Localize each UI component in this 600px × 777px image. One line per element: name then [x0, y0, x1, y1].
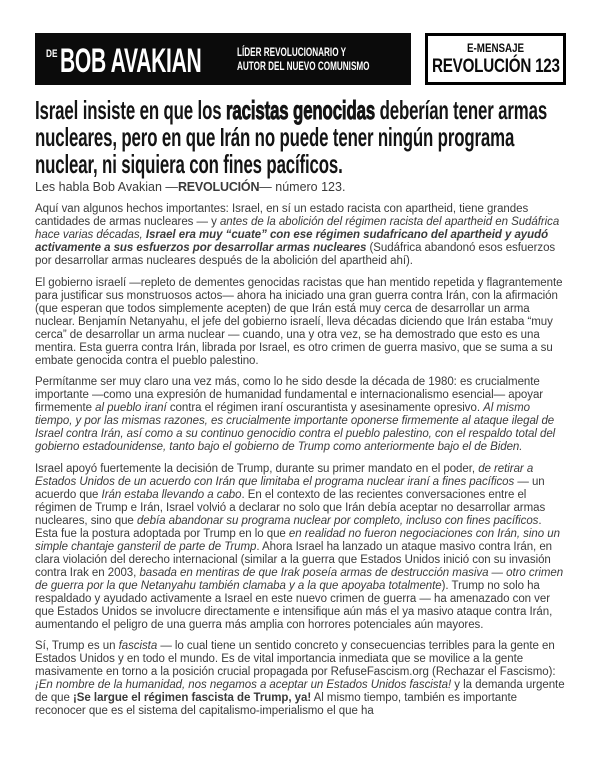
masthead-tagline — [237, 45, 370, 73]
tagline-line1: LÍDER REVOLUCIONARIO Y — [237, 45, 347, 59]
emessage-badge — [425, 33, 566, 85]
text-run: — lo cual tiene un sentido concreto y consecuencias terribles para la gente en Estados Unidos y en todo el mundo. Es de vital importancia inmediata que se movilice a la gente masivamente en torno a la posición crucial propagada por RefuseFascism.org (Rechazar el Fascismo): — [35, 640, 556, 678]
paragraph — [35, 203, 565, 268]
text-run: — un acuerdo que — [35, 475, 545, 501]
text-run: de retirar a Estados Unidos de un acuerdo con Irán que limitaba el programa nuclear iraní a fines pacíficos — [35, 462, 534, 488]
text-run: contra el régimen iraní oscurantista y asesinamente opresivo. — [166, 402, 484, 414]
text-run: Irán estaba llevando a cabo — [101, 488, 242, 501]
text-run: antes de la abolición del régimen racista del apartheid en Sudáfrica hace varias décadas, — [35, 216, 560, 241]
text-run: fascista — [118, 640, 158, 652]
text-run: ¡En nombre de la humanidad, nos negamos a aceptar un Estados Unidos fascista! — [35, 679, 452, 691]
text-run: ¡Se largue el régimen fascista de Trump, ya! — [73, 692, 312, 704]
text-run: Al mismo tiempo, también es importante reconocer que es el sistema del capitalismo-imperialismo el que ha — [35, 692, 517, 717]
masthead-banner — [35, 33, 566, 85]
masthead-de-label: DE — [46, 48, 58, 60]
text-run: . Ahora Israel ha lanzado un ataque masivo contra Irán, en clara violación del derecho internacional (similar a la guerra que Estados Unidos inició con su invasión contra Irak en 2003, — [35, 540, 553, 579]
headline-part1: Israel insiste en que los — [35, 95, 226, 125]
masthead-black-bar — [35, 33, 411, 85]
masthead-author-name: BOB AVAKIAN — [60, 42, 202, 80]
paragraph — [35, 640, 565, 718]
text-run: Sí, Trump es un — [35, 640, 119, 652]
text-run: El gobierno israelí —repleto de dementes genocidas racistas que han mentido repetida y flagrantemente para justificar sus monstruosos actos— ahora ha iniciado una gran guerra contra Irán, con la afirmación (que esperan que todos simplemente acepten) de que Irán está muy cerca de desarrollar un arma nuclear. Benjamín Netanyahu, el jefe del gobierno israelí, lleva décadas diciendo que Irán estaba “muy cerca” de desarrollar un arma nuclear — cuando, una y otra vez, se ha demostrado que esto es una mentira. Esta guerra contra Irán, librada por Israel, es otro crimen de guerra masivo, que se suma a su embate genocida contra el pueblo palestino. — [35, 276, 563, 367]
text-run: Aquí van algunos hechos importantes: Israel, en sí un estado racista con apartheid, tiene grandes cantidades de armas nucleares — y — [35, 203, 529, 228]
text-run: Permítanme ser muy claro una vez más, como lo he sido desde la década de 1980: es crucialmente importante —como una expresión de humanidad fundamental e internacionalismo esencial— apoyar firmemente — [35, 376, 544, 414]
paragraph — [35, 463, 565, 632]
text-run: . Esta fue la postura adoptada por Trump en lo que — [35, 514, 542, 540]
badge-revolucion-label: REVOLUCIÓN 123 — [431, 54, 560, 77]
text-run: (Sudáfrica abandonó esos esfuerzos por desarrollar armas nucleares después de la abolición del apartheid ahí). — [35, 242, 556, 267]
text-run: Israel apoyó fuertemente la decisión de Trump, durante su primer mandato en el poder, — [35, 462, 479, 475]
text-run: Al mismo tiempo, y por las mismas razones, es crucialmente importante oponerse firmemente al ataque ilegal de Israel contra Irán, así como a su continuo genocidio contra el pueblo palestino, con el respaldo total del gobierno estadounidense, tanto bajo el gobierno de Trump como anteriormente bajo el de Biden. — [35, 402, 556, 453]
text-run: debía abandonar su programa nuclear por completo, incluso con fines pacíficos — [136, 514, 539, 527]
tagline-line2: AUTOR DEL NUEVO COMUNISMO — [237, 59, 370, 73]
badge-emensaje-label: E-MENSAJE — [466, 42, 525, 55]
text-run: Israel era muy “cuate” con ese régimen sudafricano del apartheid y ayudó activamente a sus esfuerzos por desarrollar armas nucleares — [35, 229, 549, 254]
headline-part2: deberían tener armas nucleares, pero en que Irán no puede tener ningún programa nuclear, ni siquiera con fines pacíficos. — [35, 95, 548, 179]
paragraph — [35, 277, 565, 368]
text-run: ). Trump no solo ha respaldado y ayudado activamente a Israel en este nuevo crimen de guerra — ha amenazado con ver que Estados Unidos se involucre directamente e intensifique aún más el ya masivo ataque contra Irán, aumentando el peligro de una guerra más amplia con horrores potenciales aún mayores. — [35, 579, 553, 631]
text-run: y la demanda urgente de que — [35, 679, 565, 704]
text-run: en realidad no fueron negociaciones con Irán, sino un simple chantaje gansteril de parte de Trump — [35, 527, 560, 553]
text-run: basada en mentiras de que Irak poseía armas de destrucción masiva — otro crimen de guerra por la que Netanyahu también clamaba y a la que apoyaba totalmente — [35, 566, 564, 592]
headline-emphasis: racistas genocidas — [225, 95, 376, 125]
paragraph — [35, 376, 565, 454]
article-body — [35, 203, 565, 718]
byline-prefix: Les habla Bob Avakian — — [35, 180, 178, 194]
headline — [35, 97, 565, 178]
text-run: . En el contexto de las recientes conversaciones entre el régimen de Trump e Irán, Israel volvió a declarar no solo que Irán debía aceptar no desarrollar armas nucleares, sino que — [35, 488, 546, 527]
byline-suffix: — número 123. — [259, 180, 346, 194]
text-run: al pueblo iraní — [95, 402, 167, 414]
byline — [35, 180, 565, 195]
byline-brand: REVOLUCIÓN — [177, 180, 260, 194]
